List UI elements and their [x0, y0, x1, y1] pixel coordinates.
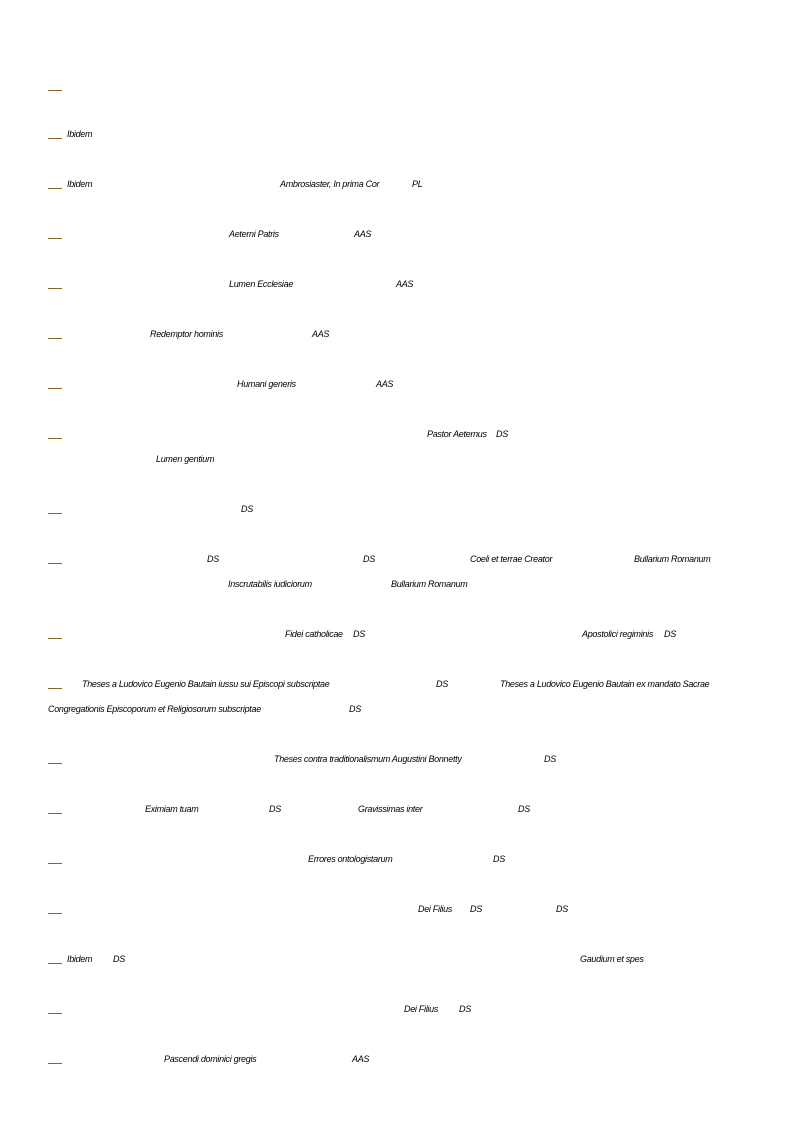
footnote-5	[0, 278, 793, 292]
citation-text: DS	[436, 679, 448, 689]
citation-text: Inscrutabilis iudiciorum	[228, 579, 312, 589]
footnote-marker	[48, 438, 62, 439]
footnote-marker	[48, 1063, 62, 1064]
citation-text: Ambrosiaster, In prima Cor	[280, 179, 380, 189]
footnote-10	[0, 553, 793, 567]
footnote-marker	[48, 763, 62, 764]
footnote-marker	[48, 863, 62, 864]
citation-text: Ibidem	[67, 179, 93, 189]
footnote-marker	[48, 1013, 62, 1014]
citation-text: DS	[496, 429, 508, 439]
citation-text: Fidei catholicae	[285, 629, 343, 639]
citation-text: Gravissimas inter	[358, 804, 423, 814]
footnote-8	[0, 428, 793, 442]
citation-text: DS	[518, 804, 530, 814]
citation-text: DS	[349, 704, 361, 714]
citation-text: AAS	[396, 279, 414, 289]
citation-text: Eximiam tuam	[145, 804, 199, 814]
footnote-marker	[48, 188, 62, 189]
citation-text: DS	[269, 804, 281, 814]
citation-text: Theses contra traditionalismum Augustini Bonnetty	[274, 754, 462, 764]
footnote-3	[0, 178, 793, 192]
footnote-14	[0, 803, 793, 817]
footnote-marker	[48, 963, 62, 964]
footnote-9	[0, 503, 793, 517]
citation-text: PL	[412, 179, 423, 189]
citation-text: Lumen gentium	[156, 454, 215, 464]
footnote-marker	[48, 288, 62, 289]
citation-text: DS	[459, 1004, 471, 1014]
footnote-marker	[48, 638, 62, 639]
citation-text: Bullarium Romanum	[391, 579, 468, 589]
footnote-marker	[48, 238, 62, 239]
citation-text: Lumen Ecclesiae	[229, 279, 294, 289]
footnote-marker	[48, 813, 62, 814]
citation-text: Coeli et terrae Creator	[470, 554, 553, 564]
citation-text: Redemptor hominis	[150, 329, 223, 339]
footnote-2	[0, 128, 793, 142]
footnote-6	[0, 328, 793, 342]
citation-text: Dei Filius	[404, 1004, 439, 1014]
citation-text: DS	[113, 954, 125, 964]
citation-text: Apostolici regiminis	[582, 629, 654, 639]
citation-text: DS	[556, 904, 568, 914]
citation-text: Gaudium et spes	[580, 954, 644, 964]
citation-text: DS	[207, 554, 219, 564]
citation-text: Humani generis	[237, 379, 296, 389]
footnote-8-continuation	[0, 453, 793, 467]
citation-text: DS	[664, 629, 676, 639]
footnote-13	[0, 753, 793, 767]
footnote-marker	[48, 688, 62, 689]
citation-text: DS	[353, 629, 365, 639]
footnote-marker	[48, 90, 62, 91]
footnote-marker	[48, 338, 62, 339]
citation-text: Congregationis Episcoporum et Religiosorum subscriptae	[48, 704, 261, 714]
citation-text: Pastor Aeternus	[427, 429, 487, 439]
footnote-marker	[48, 138, 62, 139]
citation-text: AAS	[376, 379, 394, 389]
citation-text: DS	[493, 854, 505, 864]
citation-text: Bullarium Romanum	[634, 554, 711, 564]
footnote-19	[0, 1053, 793, 1067]
footnote-7	[0, 378, 793, 392]
citation-text: Errores ontologistarum	[308, 854, 393, 864]
citation-text: DS	[363, 554, 375, 564]
footnote-17	[0, 953, 793, 967]
citation-text: DS	[470, 904, 482, 914]
citation-text: Aeterni Patris	[229, 229, 279, 239]
citation-text: AAS	[352, 1054, 370, 1064]
citation-text: DS	[241, 504, 253, 514]
footnote-15	[0, 853, 793, 867]
citation-text: DS	[544, 754, 556, 764]
footnote-10-continuation	[0, 578, 793, 592]
citation-text: Theses a Ludovico Eugenio Bautain ex mandato Sacrae	[500, 679, 710, 689]
citation-text: AAS	[312, 329, 330, 339]
footnote-1	[0, 80, 793, 94]
footnote-marker	[48, 913, 62, 914]
footnote-marker	[48, 513, 62, 514]
footnote-marker	[48, 388, 62, 389]
footnote-18	[0, 1003, 793, 1017]
citation-text: Pascendi dominici gregis	[164, 1054, 257, 1064]
citation-text: Ibidem	[67, 129, 93, 139]
footnote-16	[0, 903, 793, 917]
footnote-4	[0, 228, 793, 242]
citation-text: Theses a Ludovico Eugenio Bautain iussu sui Episcopi subscriptae	[82, 679, 330, 689]
citation-text: AAS	[354, 229, 372, 239]
citation-text: Dei Filius	[418, 904, 453, 914]
footnote-11	[0, 628, 793, 642]
citation-text: Ibidem	[67, 954, 93, 964]
footnote-12	[0, 678, 793, 692]
footnote-marker	[48, 563, 62, 564]
footnote-12-continuation	[0, 703, 793, 717]
